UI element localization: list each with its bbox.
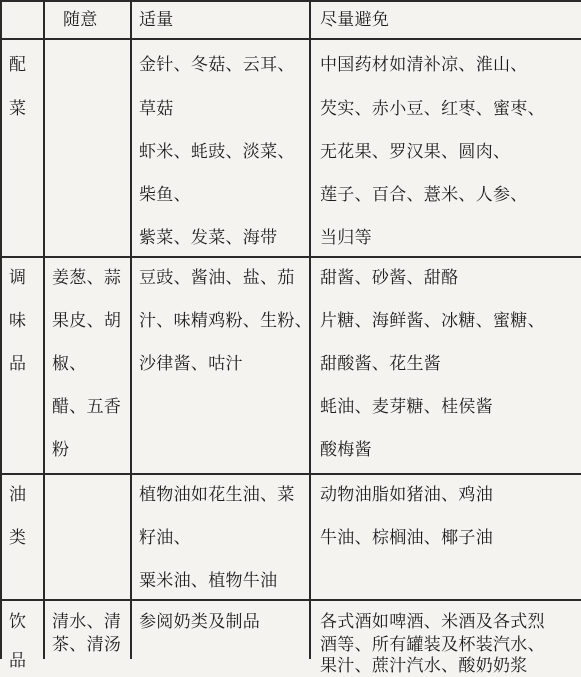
cell-line: 虾米、蚝豉、淡菜、 [139,142,295,162]
cell-line: 果皮、胡 [52,311,122,331]
category-char: 味 [9,311,27,331]
cell-line: 中国药材如清补凉、淮山、 [320,55,528,75]
cell-line: 沙律酱、咕汁 [139,354,243,374]
row-divider-2 [0,473,581,475]
cell-line: 动物油脂如猪油、鸡油 [320,485,493,505]
cell-line: 汁、味精鸡粉、生粉、 [139,311,312,331]
cell-line: 无花果、罗汉果、圆肉、 [320,142,511,162]
header-shiliang: 适量 [139,10,174,30]
cell-line: 当归等 [320,228,372,248]
cell-line: 籽油、 [139,528,191,548]
cell-line: 清水、清 [52,612,122,632]
table-border-top [0,0,581,2]
cell-line: 参阅奶类及制品 [139,612,261,632]
header-bimian: 尽量避免 [320,10,390,30]
cell-line: 粉 [52,440,70,460]
category-char: 品 [9,651,27,671]
cell-line: 片糖、海鲜酱、冰糖、蜜糖、 [320,311,545,331]
row-divider-3 [0,599,581,601]
category-char: 类 [9,528,27,548]
category-char: 油 [9,485,27,505]
cell-line: 茶、清汤 [52,635,122,655]
row-divider-1 [0,256,581,258]
col-divider-2 [130,0,132,659]
cell-line: 金针、冬菇、云耳、 [139,55,295,75]
cell-line: 紫菜、发菜、海带 [139,228,278,248]
table-border-left [0,0,2,659]
header-suiyi: 随意 [63,10,98,30]
cell-line: 椒、 [52,354,87,374]
cell-line: 果汁、蔗汁汽水、酸奶奶浆 [320,656,528,676]
category-char: 配 [9,55,27,75]
cell-line: 酸梅酱 [320,440,372,460]
category-char: 调 [9,268,27,288]
category-char: 菜 [9,99,27,119]
cell-line: 柴鱼、 [139,185,191,205]
cell-line: 各式酒如啤酒、米酒及各式烈 [320,612,545,632]
category-char: 饮 [9,612,27,632]
cell-line: 芡实、赤小豆、红枣、蜜枣、 [320,99,545,119]
cell-line: 草菇 [139,99,174,119]
cell-line: 蚝油、麦芽糖、桂侯酱 [320,397,493,417]
col-divider-1 [43,0,45,659]
cell-line: 豆豉、酱油、盐、茄 [139,268,295,288]
header-divider [0,38,581,40]
cell-line: 粟米油、植物牛油 [139,571,278,591]
cell-line: 甜酱、砂酱、甜酪 [320,268,459,288]
cell-line: 姜葱、蒜 [52,268,122,288]
category-char: 品 [9,354,27,374]
cell-line: 牛油、棕榈油、椰子油 [320,528,493,548]
cell-line: 莲子、百合、薏米、人参、 [320,185,528,205]
cell-line: 甜酸酱、花生酱 [320,354,442,374]
cell-line: 醋、五香 [52,397,122,417]
cell-line: 植物油如花生油、菜 [139,485,295,505]
cell-line: 酒等、所有罐装及杯装汽水、 [320,635,545,655]
